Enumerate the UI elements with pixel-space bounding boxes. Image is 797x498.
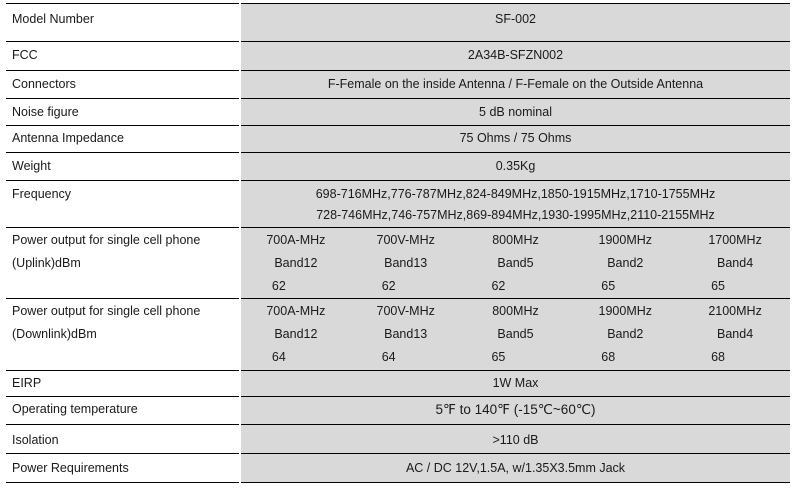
spec-row-noise-figure (6, 98, 790, 125)
spec-row-eirp (6, 371, 790, 397)
uplink-freq: 700V-MHz (376, 232, 435, 247)
uplink-freq: 800MHz (492, 232, 539, 247)
downlink-band: Band13 (384, 327, 428, 342)
uplink-band: Band12 (274, 255, 318, 270)
spec-label: EIRP (12, 376, 42, 391)
downlink-band: Band4 (717, 327, 754, 342)
downlink-freq: 800MHz (492, 304, 539, 319)
spec-row-antenna-impedance (6, 126, 790, 153)
uplink-band: Band5 (497, 255, 534, 270)
uplink-dbm: 62 (271, 278, 286, 293)
downlink-freq: 2100MHz (708, 304, 762, 319)
uplink-dbm: 62 (381, 278, 396, 293)
spec-row-operating-temperature (6, 397, 790, 425)
spec-label: FCC (12, 48, 38, 63)
spec-label: Weight (12, 159, 51, 174)
spec-value: 1W Max (492, 376, 539, 391)
frequency-line-1: 698-716MHz,776-787MHz,824-849MHz,1850-1915MHz,1710-1755MHz (315, 187, 716, 202)
spec-row-uplink-power (6, 227, 790, 299)
spec-label: Isolation (12, 433, 59, 448)
spec-value: >110 dB (492, 433, 539, 448)
uplink-label-line-2: (Uplink)dBm (12, 255, 81, 270)
uplink-freq: 1700MHz (708, 232, 762, 247)
spec-row-isolation (6, 425, 790, 453)
spec-row-weight (6, 153, 790, 181)
spec-value: F-Female on the inside Antenna / F-Female on the Outside Antenna (327, 76, 704, 91)
uplink-band: Band4 (717, 255, 754, 270)
spec-row-frequency (6, 181, 790, 227)
spec-row-model-number (6, 4, 790, 42)
spec-label: Antenna Impedance (12, 131, 124, 145)
spec-value: 0.35Kg (495, 159, 536, 174)
spec-value: AC / DC 12V,1.5A, w/1.35X3.5mm Jack (405, 460, 626, 475)
spec-label: Frequency (12, 187, 72, 202)
spec-label: Model Number (12, 12, 94, 26)
downlink-freq: 700V-MHz (376, 304, 435, 319)
uplink-label-line-1: Power output for single cell phone (12, 232, 201, 247)
spec-row-power-requirements (6, 453, 790, 482)
spec-label: Power Requirements (12, 460, 129, 475)
downlink-band: Band2 (607, 327, 644, 342)
downlink-dbm: 64 (271, 350, 286, 365)
spec-value: 5 dB nominal (479, 104, 552, 119)
spec-label: Operating temperature (12, 402, 138, 417)
frequency-line-2: 728-746MHz,746-757MHz,869-894MHz,1930-1995MHz,2110-2155MHz (316, 208, 715, 223)
uplink-band-grid (241, 228, 790, 298)
downlink-freq: 1900MHz (598, 304, 653, 319)
downlink-label-line-1: Power output for single cell phone (12, 304, 201, 319)
spec-value: 5℉ to 140℉ (-15℃~60℃) (435, 402, 596, 418)
spec-row-downlink-power (6, 299, 790, 371)
spec-value: SF-002 (495, 12, 536, 26)
spec-value: 2A34B-SFZN002 (467, 48, 564, 63)
downlink-dbm: 64 (381, 350, 396, 365)
uplink-freq: 1900MHz (598, 232, 653, 247)
downlink-band: Band5 (497, 327, 534, 342)
downlink-band-grid (241, 299, 790, 369)
uplink-dbm: 65 (711, 278, 725, 293)
downlink-dbm: 68 (601, 350, 616, 365)
downlink-band: Band12 (274, 327, 318, 342)
uplink-freq: 700A-MHz (266, 232, 326, 247)
downlink-freq: 700A-MHz (266, 304, 326, 319)
downlink-label-line-2: (Downlink)dBm (12, 327, 97, 342)
spec-row-fcc (6, 42, 790, 70)
uplink-band: Band13 (384, 255, 428, 270)
spec-table (6, 3, 790, 483)
spec-row-connectors (6, 70, 790, 98)
uplink-dbm: 62 (491, 278, 506, 293)
spec-label: Noise figure (12, 104, 79, 119)
downlink-dbm: 68 (711, 350, 725, 365)
uplink-band: Band2 (607, 255, 644, 270)
spec-label: Connectors (12, 76, 76, 91)
uplink-dbm: 65 (601, 278, 616, 293)
downlink-dbm: 65 (491, 350, 506, 365)
spec-value: 75 Ohms / 75 Ohms (459, 131, 572, 145)
